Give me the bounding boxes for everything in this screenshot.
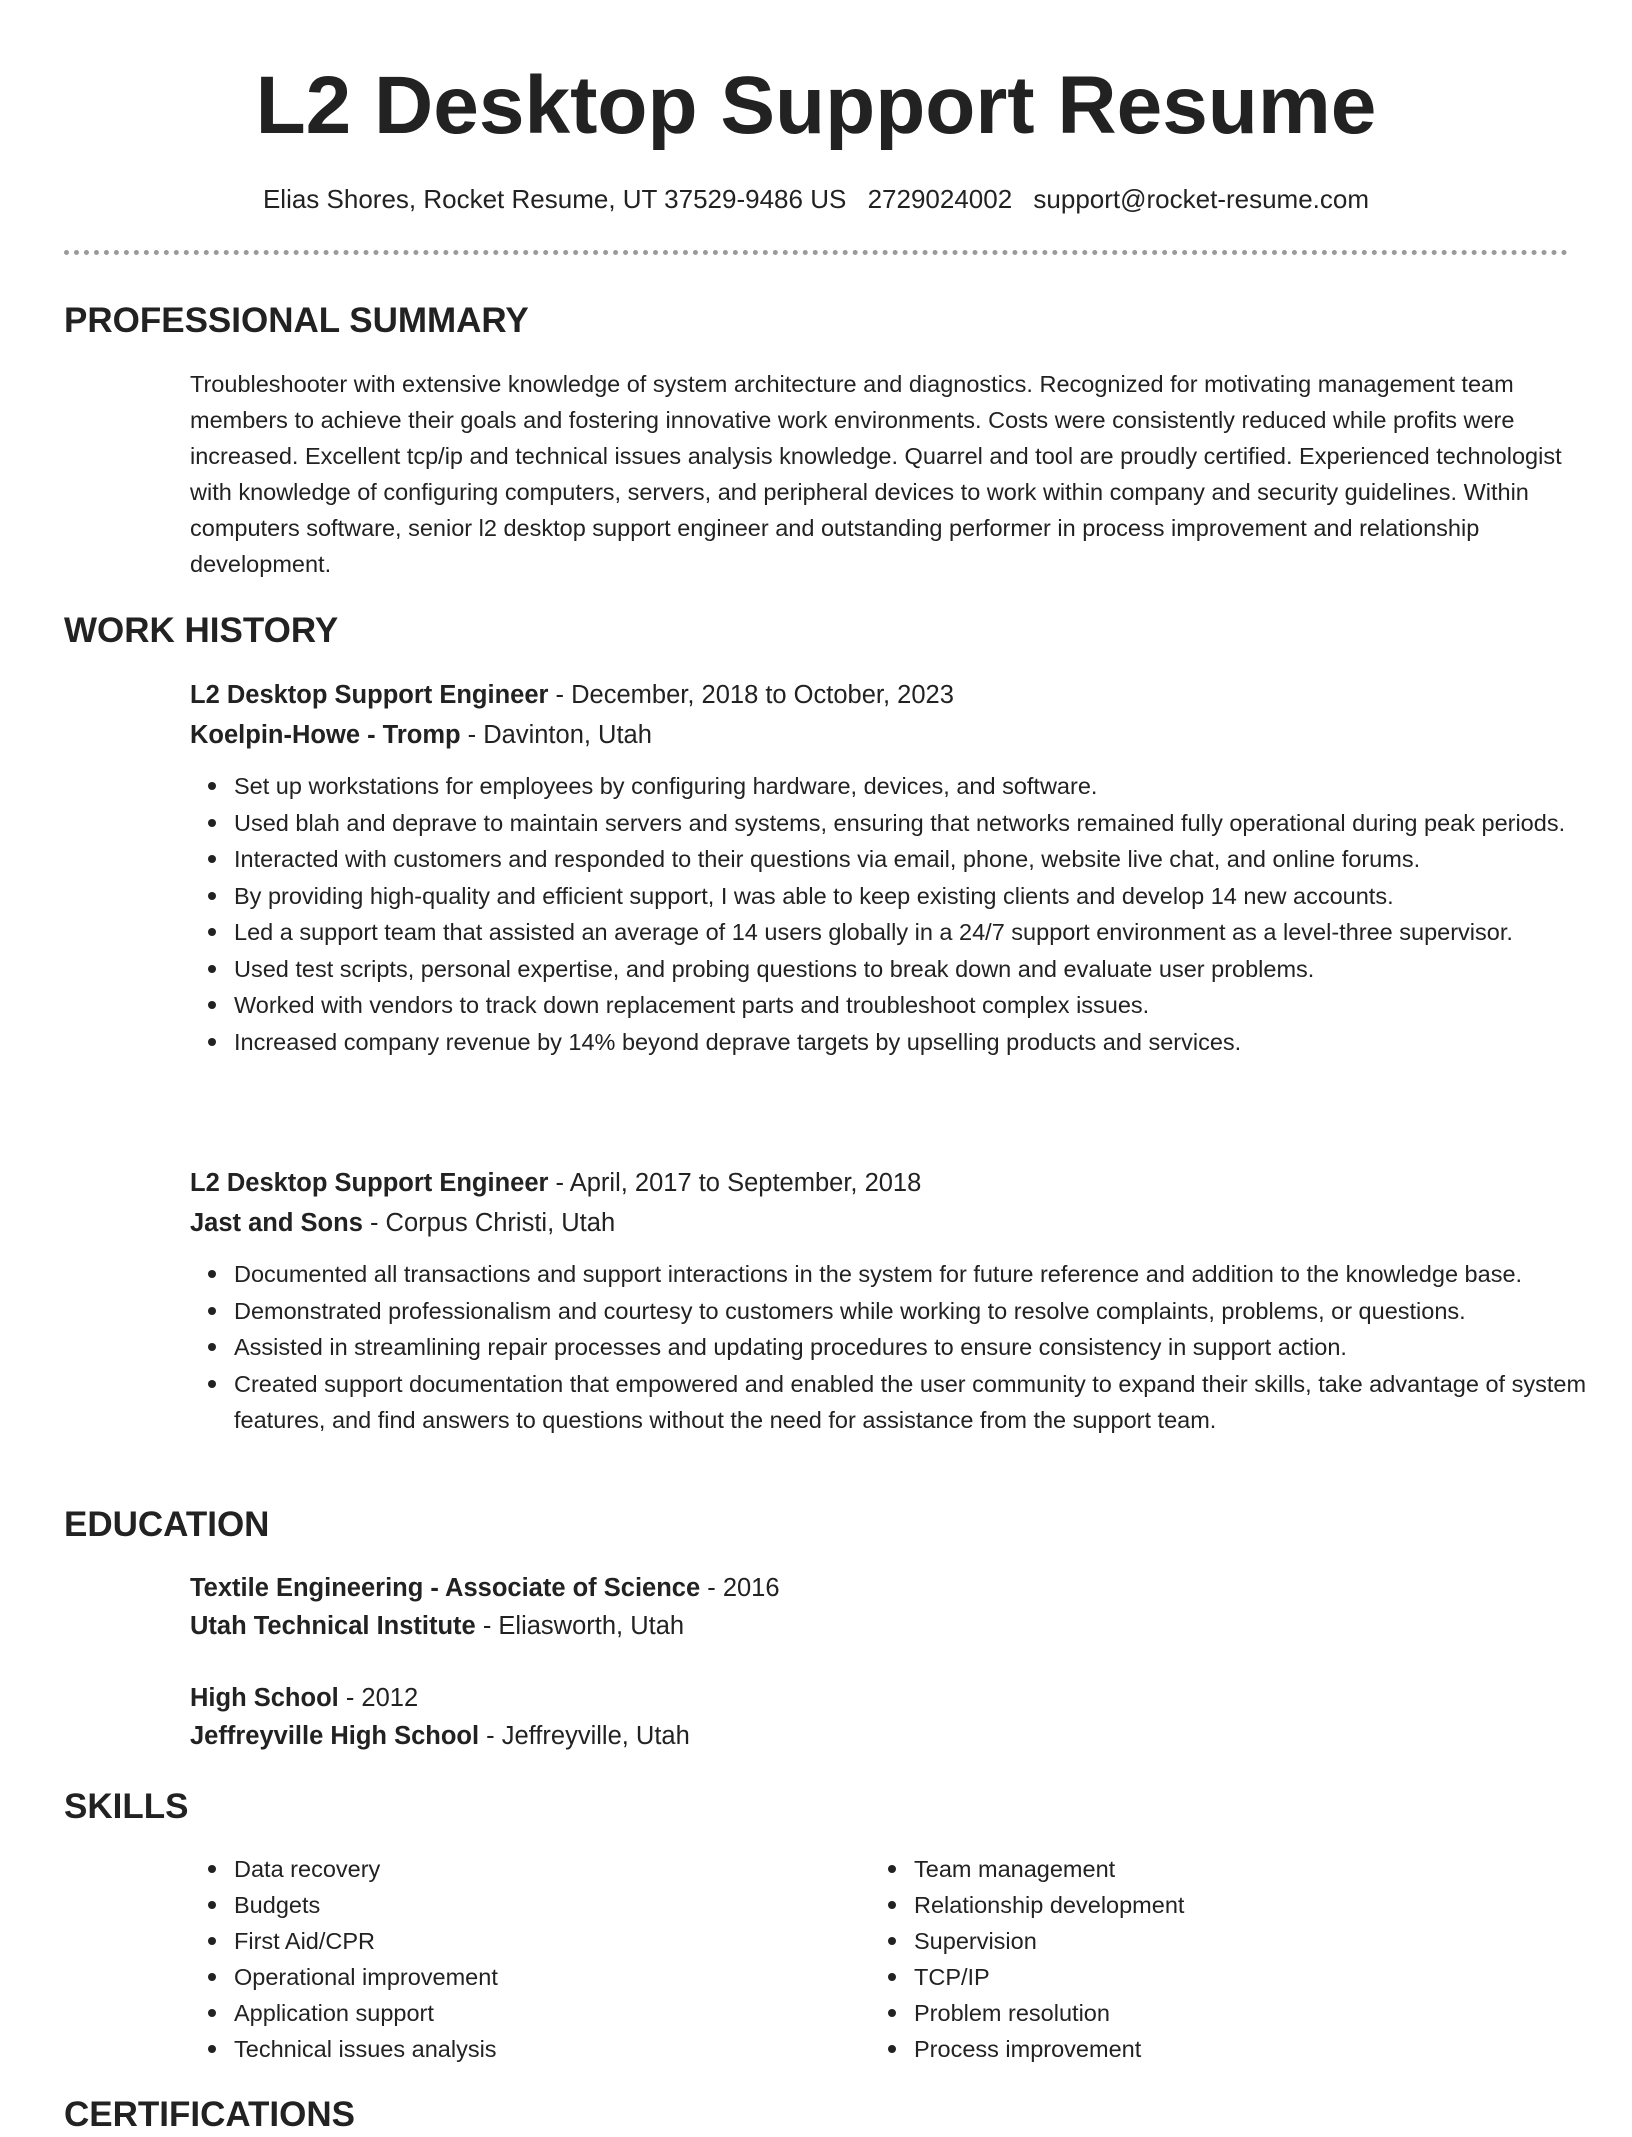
- education-2-year: - 2012: [338, 1684, 419, 1712]
- list-item: Worked with vendors to track down replacement parts and troubleshoot complex issues.: [234, 987, 1612, 1024]
- job-1-title: L2 Desktop Support Engineer: [190, 681, 549, 709]
- job-2-company: Jast and Sons: [190, 1209, 363, 1237]
- skills-heading: SKILLS: [64, 1787, 189, 1826]
- job-1-title-line: [190, 676, 954, 714]
- certifications-heading: CERTIFICATIONS: [64, 2095, 356, 2134]
- work-history-heading: WORK HISTORY: [64, 611, 339, 650]
- list-item: Interacted with customers and responded to their questions via email, phone, website live chat, and online forums.: [234, 841, 1612, 878]
- job-1-location: - Davinton, Utah: [460, 721, 652, 749]
- list-item: Problem resolution: [914, 1995, 1514, 2031]
- education-1-school-line: [190, 1607, 684, 1645]
- education-2-degree: High School: [190, 1684, 339, 1712]
- job-2-company-line: [190, 1204, 615, 1242]
- summary-text: Troubleshooter with extensive knowledge of system architecture and diagnostics. Recognized for motivating management team members to achieve their goals and fostering innovative work environments. Costs were consistently reduced while profits were increased. Excellent tcp/ip and technical issues analysis knowledge. Quarrel and tool are proudly certified. Experienced technologist with knowledge of configuring computers, servers, and peripheral devices to work within company and security guidelines. Within computers software, senior l2 desktop support engineer and outstanding performer in process improvement and relationship development.: [190, 371, 1562, 577]
- education-1-degree: Textile Engineering - Associate of Science: [190, 1574, 701, 1602]
- education-2-school: Jeffreyville High School: [190, 1722, 480, 1750]
- list-item: Budgets: [234, 1887, 834, 1923]
- job-2-title: L2 Desktop Support Engineer: [190, 1169, 549, 1197]
- skills-list-right: [870, 1851, 1514, 2067]
- list-item: Led a support team that assisted an average of 14 users globally in a 24/7 support environment as a level-three supervisor.: [234, 914, 1612, 951]
- job-2-title-line: [190, 1164, 921, 1202]
- list-item: Data recovery: [234, 1851, 834, 1887]
- education-1-school: Utah Technical Institute: [190, 1612, 476, 1640]
- list-item: Created support documentation that empowered and enabled the user community to expand their skills, take advantage of system features, and find answers to questions without the need for assistance from the support team.: [234, 1366, 1612, 1439]
- education-2-location: - Jeffreyville, Utah: [479, 1722, 690, 1750]
- list-item: By providing high-quality and efficient support, I was able to keep existing clients and develop 14 new accounts.: [234, 878, 1612, 915]
- list-item: Relationship development: [914, 1887, 1514, 1923]
- list-item: Supervision: [914, 1923, 1514, 1959]
- education-2-degree-line: [190, 1679, 418, 1717]
- contact-email: support@rocket-resume.com: [1033, 184, 1370, 214]
- education-heading: EDUCATION: [64, 1505, 270, 1544]
- list-item: Increased company revenue by 14% beyond deprave targets by upselling products and services.: [234, 1024, 1612, 1061]
- summary-heading: PROFESSIONAL SUMMARY: [64, 301, 529, 340]
- contact-phone: 2729024002: [867, 184, 1013, 214]
- list-item: Operational improvement: [234, 1959, 834, 1995]
- resume-title: L2 Desktop Support Resume: [255, 60, 1377, 151]
- header-divider: [64, 250, 1568, 255]
- job-1-company: Koelpin-Howe - Tromp: [190, 721, 461, 749]
- list-item: Used blah and deprave to maintain servers and systems, ensuring that networks remained fully operational during peak periods.: [234, 805, 1612, 842]
- list-item: First Aid/CPR: [234, 1923, 834, 1959]
- job-2-bullets: [190, 1256, 1612, 1439]
- list-item: Assisted in streamlining repair processes and updating procedures to ensure consistency in support action.: [234, 1329, 1612, 1366]
- list-item: Application support: [234, 1995, 834, 2031]
- list-item: Documented all transactions and support interactions in the system for future reference and addition to the knowledge base.: [234, 1256, 1612, 1293]
- job-1-company-line: [190, 716, 652, 754]
- list-item: Set up workstations for employees by configuring hardware, devices, and software.: [234, 768, 1612, 805]
- list-item: Process improvement: [914, 2031, 1514, 2067]
- education-2-school-line: [190, 1717, 690, 1755]
- education-1-degree-line: [190, 1569, 780, 1607]
- list-item: TCP/IP: [914, 1959, 1514, 1995]
- contact-info: [64, 180, 1568, 218]
- education-1-year: - 2016: [700, 1574, 780, 1602]
- list-item: Used test scripts, personal expertise, and probing questions to break down and evaluate user problems.: [234, 951, 1612, 988]
- job-1-dates: - December, 2018 to October, 2023: [548, 681, 954, 709]
- list-item: Demonstrated professionalism and courtesy to customers while working to resolve complaints, problems, or questions.: [234, 1293, 1612, 1330]
- job-1-bullets: [190, 768, 1612, 1060]
- job-2-dates: - April, 2017 to September, 2018: [548, 1169, 922, 1197]
- skills-list-left: [190, 1851, 834, 2067]
- list-item: Team management: [914, 1851, 1514, 1887]
- education-1-location: - Eliasworth, Utah: [475, 1612, 685, 1640]
- list-item: Technical issues analysis: [234, 2031, 834, 2067]
- job-2-location: - Corpus Christi, Utah: [362, 1209, 616, 1237]
- contact-address: Elias Shores, Rocket Resume, UT 37529-9486 US: [262, 184, 847, 214]
